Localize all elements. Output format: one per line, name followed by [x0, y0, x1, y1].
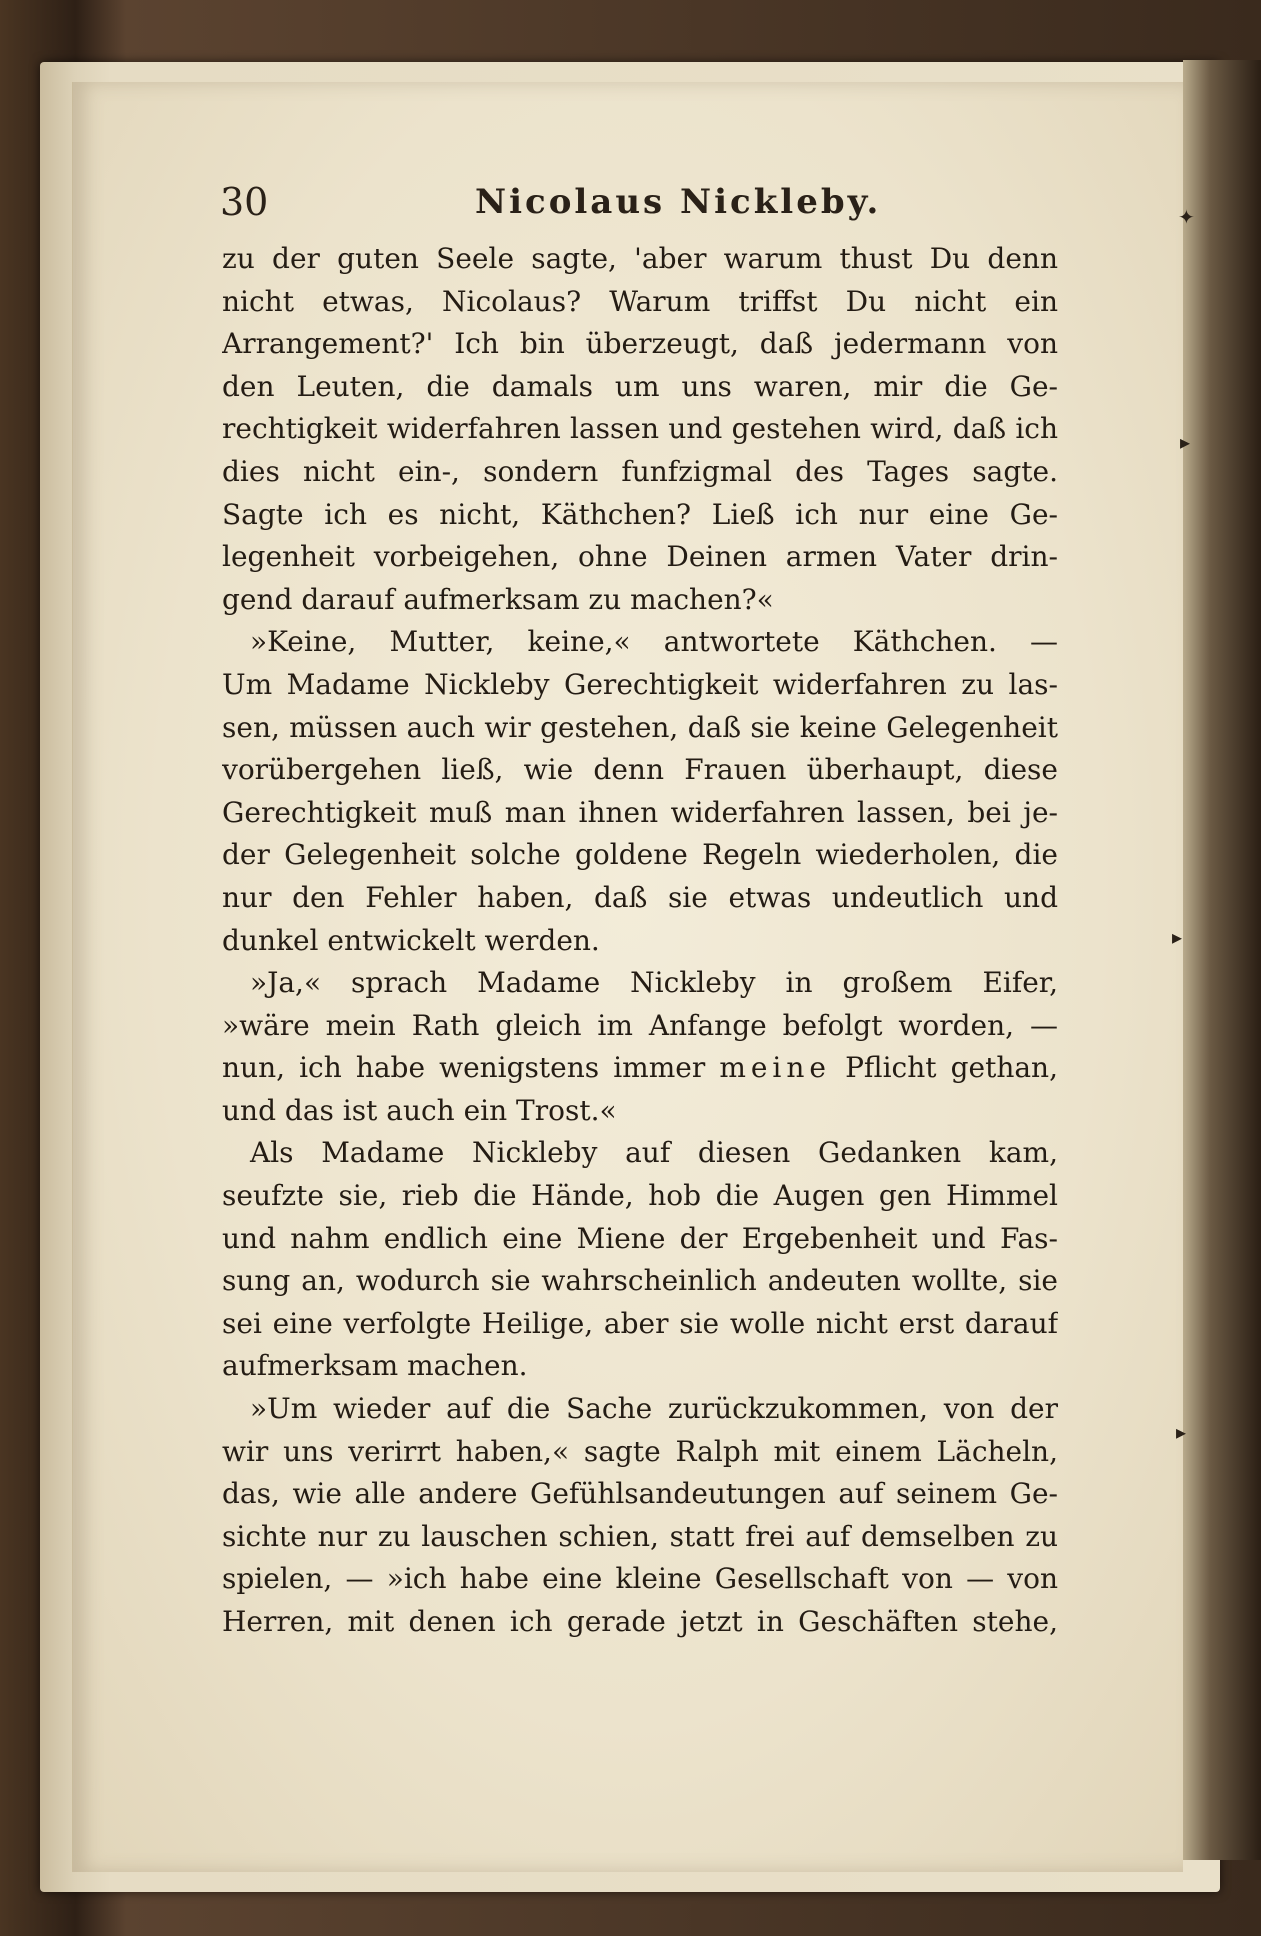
text-line: sen, müssen auch wir gestehen, daß sie keine Gelegenheit [222, 710, 1058, 744]
text-line: Herren, mit denen ich gerade jetzt in Geschäften stehe, [222, 1605, 1058, 1638]
text-line: sichte nur zu lauschen schien, statt frei auf demselben zu [222, 1519, 1058, 1553]
text-line: nur den Fehler haben, daß sie etwas undeutlich und [222, 880, 1058, 914]
text-line: »wäre mein Rath gleich im Anfange befolgt worden, — [222, 1008, 1058, 1042]
text-line: gend darauf aufmerksam zu machen?« [222, 582, 774, 616]
text-line: »Ja,« sprach Madame Nickleby in großem Eifer, [250, 966, 1058, 1000]
text-line: Arrangement?' Ich bin überzeugt, daß jedermann von [222, 327, 1058, 361]
page-number: 30 [220, 180, 269, 224]
margin-mark-icon: ▸ [1172, 925, 1183, 949]
text-line: »Um wieder auf die Sache zurückzukommen, von der [250, 1392, 1058, 1426]
text-line: der Gelegenheit solche goldene Regeln wiederholen, die [222, 838, 1058, 872]
body-text [222, 238, 1058, 1644]
spaced-emphasis-word: meine [719, 1051, 831, 1085]
text-line: dunkel entwickelt werden. [222, 923, 600, 957]
text-line: Als Madame Nickleby auf diesen Gedanken kam, [250, 1136, 1058, 1170]
text-line: und nahm endlich eine Miene der Ergebenheit und Fas- [222, 1221, 1058, 1255]
text-line: Um Madame Nickleby Gerechtigkeit widerfahren zu las- [222, 667, 1058, 701]
book-spine-edge [1183, 60, 1261, 1860]
text-line: zu der guten Seele sagte, 'aber warum thust Du denn [222, 242, 1058, 275]
text-segment: Pflicht gethan, [845, 1051, 1058, 1085]
text-line: Sagte ich es nicht, Käthchen? Ließ ich nur eine Ge- [222, 497, 1058, 531]
text-line: aufmerksam machen. [222, 1349, 528, 1383]
text-line: wir uns verirrt haben,« sagte Ralph mit einem Lächeln, [222, 1434, 1058, 1468]
text-line-with-emphasis [222, 1047, 1058, 1090]
text-line: sei eine verfolgte Heilige, aber sie wolle nicht erst darauf [222, 1306, 1058, 1340]
text-line: nicht etwas, Nicolaus? Warum triffst Du nicht ein [222, 284, 1058, 318]
text-line: rechtigkeit widerfahren lassen und gestehen wird, daß ich [222, 412, 1058, 446]
running-title: Nicolaus Nickleby. [475, 182, 882, 222]
margin-mark-icon: ✦ [1178, 205, 1195, 229]
text-line: Gerechtigkeit muß man ihnen widerfahren lassen, bei je- [222, 795, 1058, 829]
margin-mark-icon: ▸ [1176, 1420, 1187, 1444]
text-line: legenheit vorbeigehen, ohne Deinen armen Vater drin- [222, 540, 1058, 574]
text-line: und das ist auch ein Trost.« [222, 1093, 617, 1127]
page-header [220, 180, 1090, 230]
margin-mark-icon: ▸ [1180, 430, 1191, 454]
text-line: das, wie alle andere Gefühlsandeutungen auf seinem Ge- [222, 1477, 1058, 1511]
text-line: spielen, — »ich habe eine kleine Gesellschaft von — von [222, 1562, 1058, 1596]
text-line: »Keine, Mutter, keine,« antwortete Käthchen. — [250, 625, 1058, 659]
text-segment: nun, ich habe wenigstens immer [222, 1051, 706, 1085]
text-line: sung an, wodurch sie wahrscheinlich andeuten wollte, sie [222, 1264, 1058, 1298]
text-line: den Leuten, die damals um uns waren, mir die Ge- [222, 369, 1058, 403]
text-line: vorübergehen ließ, wie denn Frauen überhaupt, diese [222, 753, 1058, 787]
text-line: seufzte sie, rieb die Hände, hob die Augen gen Himmel [222, 1179, 1058, 1213]
text-line: dies nicht ein-, sondern funfzigmal des Tages sagte. [222, 454, 1058, 488]
